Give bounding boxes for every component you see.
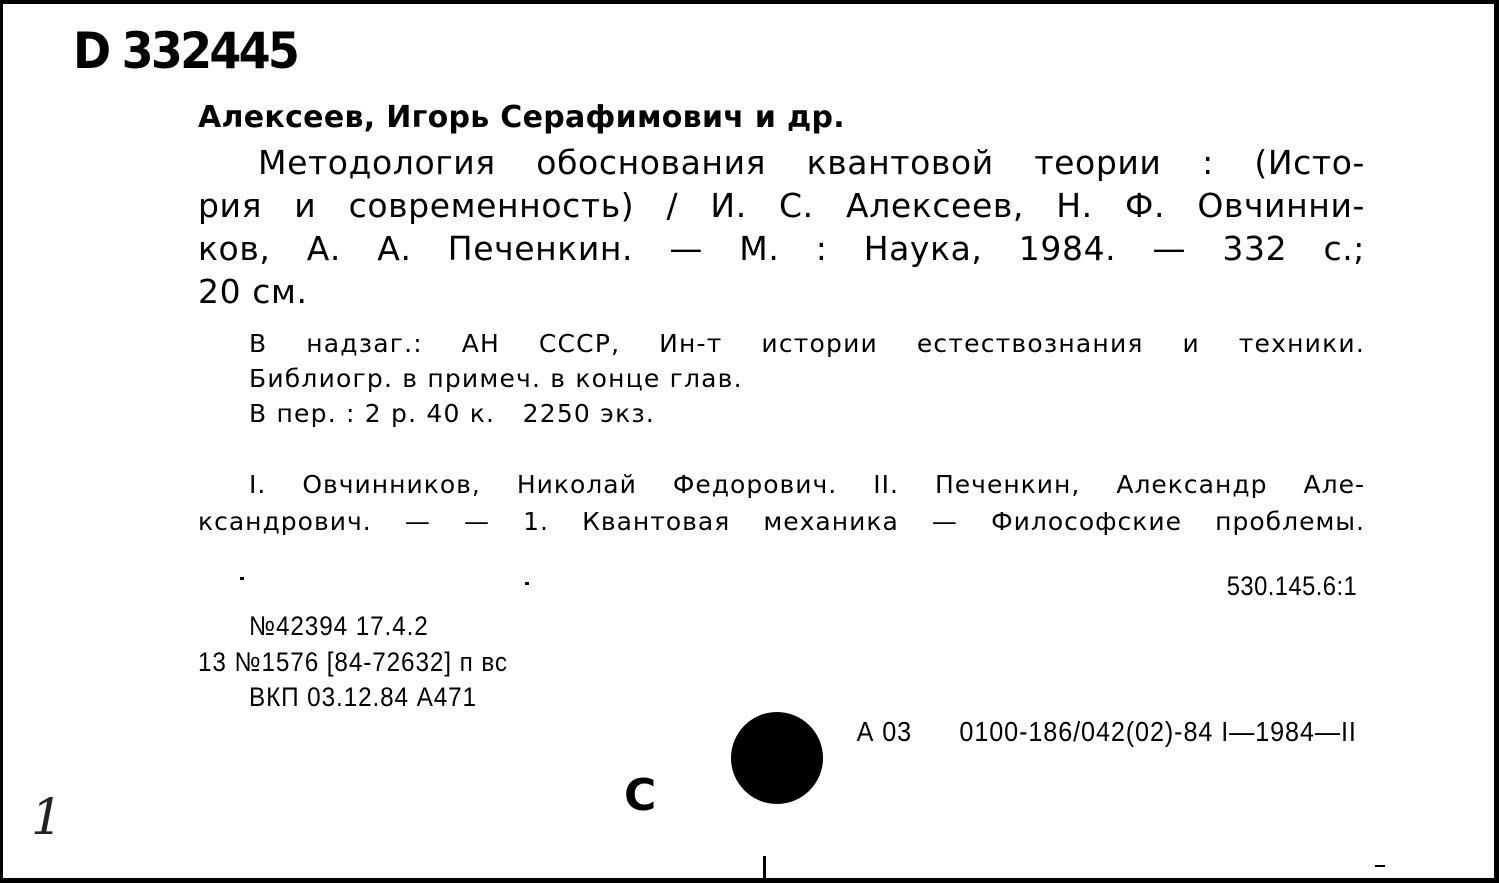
catalog-number-line: ВКП 03.12.84 А471 <box>249 682 477 712</box>
description-line: рия и современность) / И. С. Алексеев, Н. Ф. Овчинни- <box>198 186 1365 225</box>
notes-block <box>249 326 1365 431</box>
author-heading: Алексеев, Игорь Серафимович и др. <box>198 100 845 135</box>
udc-index: 530.145.6:1 <box>1226 571 1357 601</box>
description-line: 20 см. <box>198 272 308 311</box>
bibliographic-description <box>198 141 1365 313</box>
note-line: Библиогр. в примеч. в конце глав. <box>249 364 743 393</box>
card-rod-notch <box>763 856 766 882</box>
stamp-letter: С <box>624 770 657 821</box>
publication-code: А 03 0100-186/042(02)-84 I—1984—II <box>856 716 1357 747</box>
ink-speck <box>1375 865 1385 867</box>
note-line: В пер. : 2 р. 40 к. 2250 экз. <box>249 399 656 428</box>
punch-hole <box>731 712 823 804</box>
ink-speck <box>525 582 529 585</box>
tracing-block <box>198 466 1365 540</box>
catalog-number-line: №42394 17.4.2 <box>249 611 429 641</box>
handwritten-mark: 1 <box>31 788 63 846</box>
catalog-number-line: 13 №1576 [84-72632] п вс <box>198 647 508 677</box>
description-line: ков, А. А. Печенкин. — М. : Наука, 1984. — 332 с.; <box>198 229 1365 268</box>
description-line: Методология обоснования квантовой теории : (Исто- <box>258 143 1365 182</box>
tracing-line: I. Овчинников, Николай Федорович. II. Печенкин, Александр Але- <box>249 470 1365 499</box>
tracing-line: ксандрович. — — 1. Квантовая механика — Философские проблемы. <box>198 507 1365 536</box>
ink-speck <box>240 577 244 580</box>
note-line: В надзаг.: АН СССР, Ин-т истории естествознания и техники. <box>249 329 1365 358</box>
inventory-number: D 332445 <box>73 22 298 80</box>
